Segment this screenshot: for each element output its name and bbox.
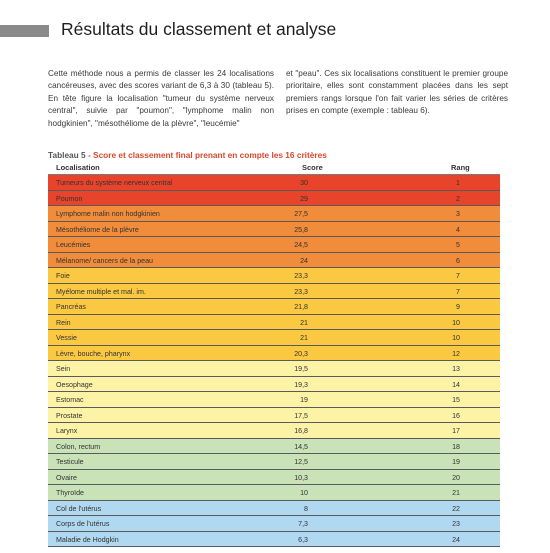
score-cell: 23,3	[294, 272, 308, 280]
rang-cell: 22	[452, 504, 460, 513]
rang-cell: 23	[452, 520, 460, 528]
localisation-cell: Vessie	[56, 334, 77, 342]
score-cell: 19,3	[294, 380, 308, 389]
rang-cell: 10	[452, 334, 460, 342]
intro-column-2: et "peau". Ces six localisations constituent le premier groupe prioritaire, elles sont constamment placées dans les sept premiers rangs lorsque l'on fait varier les séries de critères prises en compte (exemple : tableau 6).	[286, 69, 508, 116]
score-cell: 10	[300, 489, 308, 497]
localisation-cell: Leucémies	[56, 241, 91, 249]
table-row	[48, 284, 500, 300]
localisation-cell: Foie	[56, 272, 70, 280]
header-rang: Rang	[451, 163, 470, 172]
localisation-cell: Thyroïde	[56, 489, 84, 497]
table-row	[48, 408, 500, 424]
localisation-cell: Maladie de Hodgkin	[56, 535, 119, 544]
score-cell: 7,3	[298, 520, 308, 528]
table-row	[48, 532, 500, 548]
rang-cell: 10	[452, 318, 460, 327]
table-row	[48, 346, 500, 362]
table-row	[48, 392, 500, 408]
rang-cell: 16	[452, 411, 460, 420]
localisation-cell: Tumeurs du système nerveux central	[56, 179, 173, 187]
header-accent-bar	[0, 25, 49, 37]
rang-cell: 12	[452, 349, 460, 358]
localisation-cell: Rein	[56, 318, 71, 327]
rang-cell: 13	[452, 365, 460, 373]
rang-cell: 9	[456, 303, 460, 311]
table-row	[48, 222, 500, 238]
localisation-cell: Lymphome malin non hodgkinien	[56, 210, 160, 218]
table-row	[48, 268, 500, 284]
table-row	[48, 330, 500, 346]
table-row	[48, 454, 500, 470]
localisation-cell: Poumon	[56, 194, 83, 203]
rang-cell: 18	[452, 442, 460, 451]
score-cell: 14,5	[294, 442, 308, 451]
localisation-cell: Pancréas	[56, 303, 86, 311]
table-caption-label: Tableau 5	[48, 150, 86, 160]
score-cell: 21,8	[294, 303, 308, 311]
table-row	[48, 206, 500, 222]
table-row	[48, 299, 500, 315]
rang-cell: 2	[456, 194, 460, 203]
score-cell: 16,8	[294, 427, 308, 435]
table-row	[48, 253, 500, 269]
rang-cell: 19	[452, 458, 460, 466]
rang-cell: 15	[452, 396, 460, 404]
table-row	[48, 237, 500, 253]
table-row	[48, 315, 500, 331]
score-cell: 25,8	[294, 225, 308, 234]
table-row	[48, 485, 500, 501]
score-cell: 12,5	[294, 458, 308, 466]
localisation-cell: Sein	[56, 365, 71, 373]
intro-column-1: Cette méthode nous a permis de classer les 24 localisations cancéreuses, avec des scores variant de 6,3 à 30 (tableau 5). En tête figure la localisation "tumeur du système nerveux central", suivie par "poumon", "lymphome malin non hodgkinien", "mésothéliome de la plèvre", "leucémie"	[48, 69, 274, 128]
score-cell: 24	[300, 256, 308, 265]
rang-cell: 3	[456, 210, 460, 218]
rang-cell: 7	[456, 272, 460, 280]
score-cell: 21	[300, 334, 308, 342]
score-cell: 8	[304, 504, 308, 513]
localisation-cell: Prostate	[56, 411, 83, 420]
rang-cell: 20	[452, 473, 460, 482]
score-cell: 24,5	[294, 241, 308, 249]
header-score: Score	[302, 163, 323, 172]
table-row	[48, 516, 500, 532]
localisation-cell: Ovaire	[56, 473, 77, 482]
localisation-cell: Corps de l'utérus	[56, 520, 110, 528]
table-caption-text: Score et classement final prenant en compte les 16 critères	[93, 150, 327, 160]
table-row	[48, 439, 500, 455]
ranking-table	[48, 162, 500, 547]
table-caption	[48, 150, 327, 160]
rang-cell: 1	[456, 179, 460, 187]
table-body	[48, 175, 500, 547]
score-cell: 27,5	[294, 210, 308, 218]
rang-cell: 4	[456, 225, 460, 234]
page-title: Résultats du classement et analyse	[61, 19, 337, 39]
rang-cell: 6	[456, 256, 460, 265]
score-cell: 20,3	[294, 349, 308, 358]
score-cell: 21	[300, 318, 308, 327]
score-cell: 29	[300, 194, 308, 203]
table-row	[48, 175, 500, 191]
table-row	[48, 501, 500, 517]
score-cell: 19,5	[294, 365, 308, 373]
table-row	[48, 470, 500, 486]
score-cell: 6,3	[298, 535, 308, 544]
table-row	[48, 361, 500, 377]
localisation-cell: Col de l'utérus	[56, 504, 102, 513]
rang-cell: 5	[456, 241, 460, 249]
localisation-cell: Testicule	[56, 458, 84, 466]
rang-cell: 17	[452, 427, 460, 435]
localisation-cell: Mélanome/ cancers de la peau	[56, 256, 154, 265]
rang-cell: 7	[456, 287, 460, 296]
rang-cell: 21	[452, 489, 460, 497]
localisation-cell: Larynx	[56, 427, 78, 435]
localisation-cell: Oesophage	[56, 380, 93, 389]
localisation-cell: Mésothéliome de la plèvre	[56, 225, 139, 234]
score-cell: 19	[300, 396, 308, 404]
table-caption-separator: -	[85, 150, 94, 160]
score-cell: 10,3	[294, 473, 308, 482]
score-cell: 17,5	[294, 411, 308, 420]
table-row	[48, 423, 500, 439]
localisation-cell: Estomac	[56, 396, 84, 404]
header-localisation: Localisation	[56, 163, 100, 172]
localisation-cell: Myélome multiple et mal. im.	[56, 287, 146, 296]
table-header	[48, 162, 500, 175]
rang-cell: 24	[452, 535, 460, 544]
localisation-cell: Lèvre, bouche, pharynx	[56, 349, 131, 358]
score-cell: 23,3	[294, 287, 308, 296]
table-row	[48, 191, 500, 207]
rang-cell: 14	[452, 380, 460, 389]
localisation-cell: Colon, rectum	[56, 442, 101, 451]
table-row	[48, 377, 500, 393]
score-cell: 30	[300, 179, 308, 187]
